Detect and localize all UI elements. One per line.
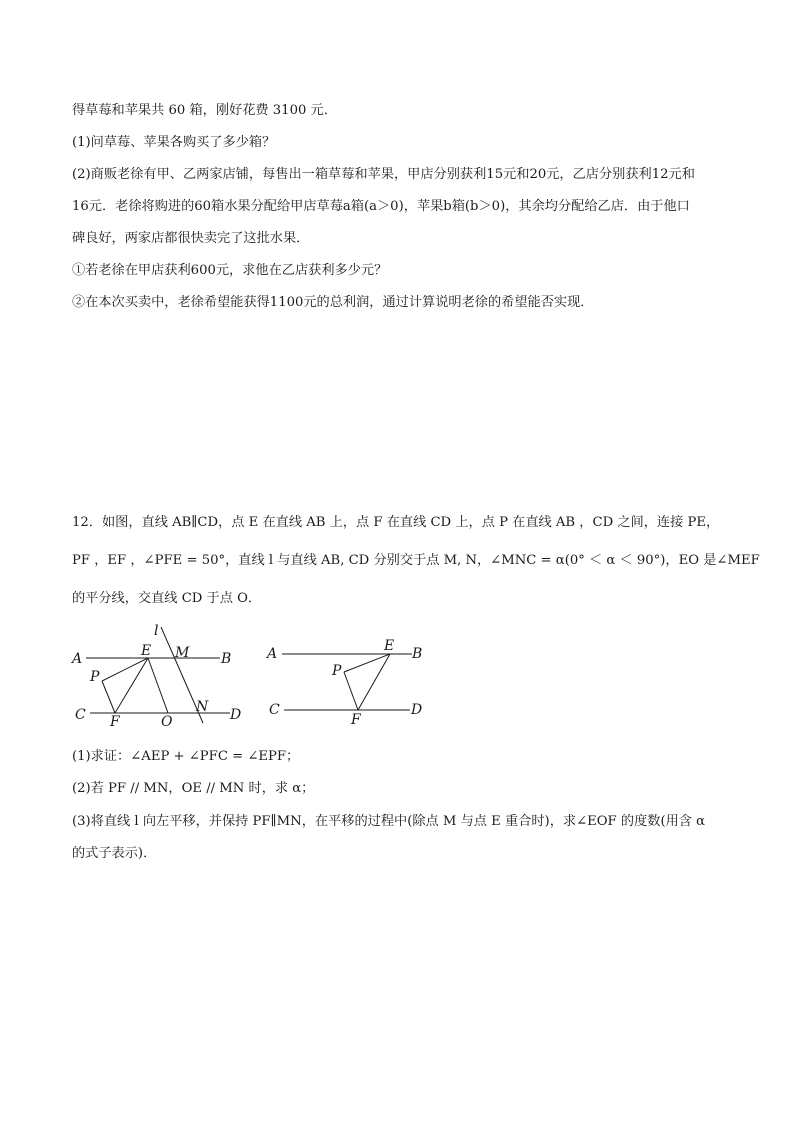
p11-intro: 得草莓和苹果共 60 箱，刚好花费 3100 元． bbox=[72, 103, 337, 118]
label-e: E bbox=[141, 643, 152, 659]
label-p: P bbox=[332, 663, 342, 679]
label-o: O bbox=[161, 714, 173, 730]
p11-q2-sub1: ①若老徐在甲店获利600元，求他在乙店获利多少元？ bbox=[72, 263, 388, 278]
label-m: M bbox=[175, 645, 190, 661]
segment-ef bbox=[358, 654, 390, 710]
p11-q2-line1: (2)商贩老徐有甲、乙两家店铺，每售出一箱草莓和苹果，甲店分别获利15元和20元，乙店分别获利12元和 bbox=[72, 167, 695, 182]
p12-stem-line2: PF ，EF ，∠PFE = 50°，直线 l 与直线 AB, CD 分别交于点 M, N，∠MNC = α(0° ＜ α ＜ 90°)，EO 是∠MEF bbox=[72, 553, 760, 568]
p12-q3-line1: (3)将直线 l 向左平移，并保持 PF∥MN，在平移的过程中(除点 M 与点 E 重合时)，求∠EOF 的度数(用含 α bbox=[72, 814, 706, 829]
p12-q3-line2: 的式子表示)． bbox=[72, 846, 157, 861]
label-l: l bbox=[154, 623, 159, 639]
p12-stem-line1: 12．如图，直线 AB∥CD，点 E 在直线 AB 上，点 F 在直线 CD 上，点 P 在直线 AB ，CD 之间，连接 PE， bbox=[72, 515, 720, 530]
segment-pf bbox=[102, 681, 115, 713]
label-a: A bbox=[267, 646, 278, 662]
label-c: C bbox=[75, 707, 86, 723]
figure-1 bbox=[60, 615, 260, 730]
segment-pe bbox=[344, 654, 390, 672]
segment-eo bbox=[148, 658, 168, 713]
p11-q2-line2: 16元．老徐将购进的60箱水果分配给甲店草莓a箱(a＞0)，苹果b箱(b＞0)，其余均分配给乙店．由于他口 bbox=[72, 199, 690, 214]
label-b: B bbox=[221, 651, 232, 667]
figure-2 bbox=[262, 632, 432, 730]
p11-q2-sub2: ②在本次买卖中，老徐希望能获得1100元的总利润，通过计算说明老徐的希望能否实现． bbox=[72, 295, 594, 310]
label-p: P bbox=[90, 669, 100, 685]
label-f: F bbox=[110, 714, 120, 730]
p12-stem-line3: 的平分线，交直线 CD 于点 O． bbox=[72, 591, 262, 606]
label-f: F bbox=[351, 712, 361, 728]
label-d: D bbox=[411, 702, 423, 718]
label-a: A bbox=[72, 651, 83, 667]
segment-pf bbox=[344, 672, 358, 710]
label-e: E bbox=[384, 638, 395, 654]
label-b: B bbox=[412, 646, 423, 662]
p11-q2-line3: 碑良好，两家店都很快卖完了这批水果． bbox=[72, 231, 310, 246]
label-d: D bbox=[230, 707, 242, 723]
p12-q1: (1)求证：∠AEP + ∠PFC = ∠EPF； bbox=[72, 749, 300, 764]
label-c: C bbox=[269, 702, 280, 718]
p12-q2: (2)若 PF // MN，OE // MN 时，求 α； bbox=[72, 781, 315, 796]
label-n: N bbox=[196, 699, 209, 715]
p11-q1: (1)问草莓、苹果各购买了多少箱？ bbox=[72, 135, 276, 150]
